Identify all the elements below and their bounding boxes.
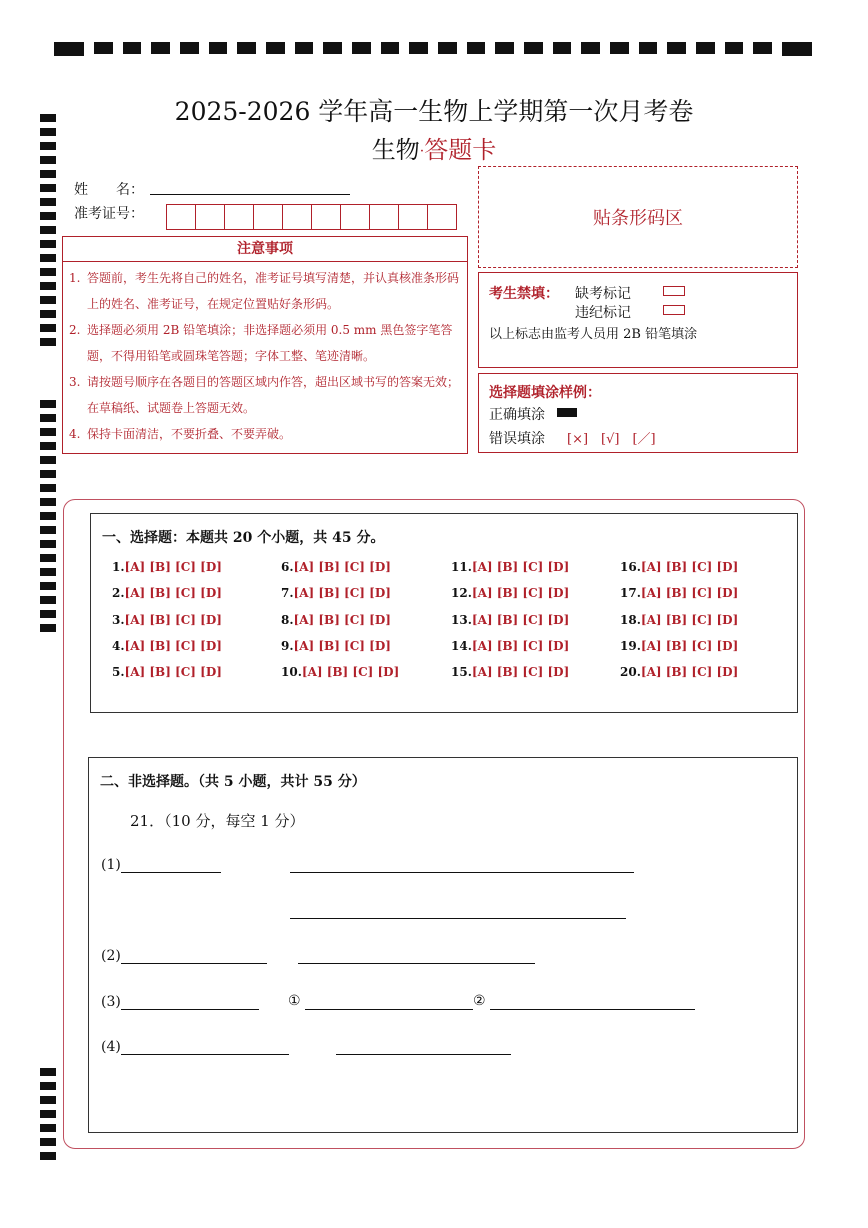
mcq-question-7[interactable]: 7.[A] [B] [C] [D] xyxy=(281,586,391,600)
circle-label-1: ① xyxy=(288,993,301,1009)
answer-line-2a[interactable] xyxy=(121,963,267,964)
answer-line-3a[interactable] xyxy=(121,1009,259,1010)
notice-item-4: 4. 保持卡面清洁，不要折叠、不要弄破。 xyxy=(69,427,292,441)
blank-label-3: (3) xyxy=(101,994,121,1010)
circle-label-2: ② xyxy=(473,993,486,1009)
wrong-fill-marks: [×] [√] [／] xyxy=(567,432,656,447)
timing-marks-top xyxy=(54,42,812,56)
ban-label: 考生禁填： xyxy=(489,286,559,302)
blank-label-4: (4) xyxy=(101,1039,121,1055)
answer-line-1c[interactable] xyxy=(290,918,626,919)
absent-mark-box[interactable] xyxy=(663,286,685,296)
answer-line-4b[interactable] xyxy=(336,1054,511,1055)
mcq-question-11[interactable]: 11.[A] [B] [C] [D] xyxy=(451,560,570,574)
mcq-question-18[interactable]: 18.[A] [B] [C] [D] xyxy=(620,613,739,627)
answer-line-3c[interactable] xyxy=(490,1009,695,1010)
question-21-title: 21．（10 分，每空 1 分） xyxy=(130,812,305,830)
mcq-question-12[interactable]: 12.[A] [B] [C] [D] xyxy=(451,586,570,600)
mcq-question-13[interactable]: 13.[A] [B] [C] [D] xyxy=(451,613,570,627)
notice-box xyxy=(62,236,468,454)
mcq-question-5[interactable]: 5.[A] [B] [C] [D] xyxy=(112,665,222,679)
subject-name: 生物 xyxy=(371,136,420,164)
mcq-question-3[interactable]: 3.[A] [B] [C] [D] xyxy=(112,613,222,627)
ban-note: 以上标志由监考人员用 2B 铅笔填涂 xyxy=(489,327,698,342)
barcode-area xyxy=(478,166,798,268)
answer-line-4a[interactable] xyxy=(121,1054,289,1055)
part2-title: 二、非选择题。（共 5 小题，共计 55 分） xyxy=(100,774,366,790)
mcq-question-20[interactable]: 20.[A] [B] [C] [D] xyxy=(620,665,739,679)
answer-line-3b[interactable] xyxy=(305,1009,473,1010)
mcq-question-17[interactable]: 17.[A] [B] [C] [D] xyxy=(620,586,739,600)
proctor-only-box xyxy=(478,272,798,368)
mcq-question-9[interactable]: 9.[A] [B] [C] [D] xyxy=(281,639,391,653)
notice-title: 注意事项 xyxy=(63,237,467,262)
blank-label-1: (1) xyxy=(101,857,121,873)
card-label: 答题卡 xyxy=(424,136,497,164)
sample-title: 选择题填涂样例： xyxy=(489,385,601,401)
answer-line-1a[interactable] xyxy=(121,872,221,873)
id-number-boxes[interactable] xyxy=(166,204,456,230)
notice-item-2: 2. 选择题必须用 2B 铅笔填涂；非选择题必须用 0.5 mm 黑色签字笔答题，不得用铅笔或圆珠笔答题；字体工整、笔迹清晰。 xyxy=(69,323,453,363)
mcq-question-4[interactable]: 4.[A] [B] [C] [D] xyxy=(112,639,222,653)
violation-mark-box[interactable] xyxy=(663,305,685,315)
notice-item-1: 1. 答题前，考生先将自己的姓名，准考证号填写清楚，并认真核准条形码上的姓名、准考证号，在规定位置贴好条形码。 xyxy=(69,271,460,311)
exam-subtitle: 生物·答题卡 xyxy=(371,136,497,164)
answer-line-1b[interactable] xyxy=(290,872,634,873)
fill-sample-box xyxy=(478,373,798,453)
mcq-question-19[interactable]: 19.[A] [B] [C] [D] xyxy=(620,639,739,653)
mcq-question-14[interactable]: 14.[A] [B] [C] [D] xyxy=(451,639,570,653)
answer-line-2b[interactable] xyxy=(298,963,535,964)
mcq-question-1[interactable]: 1.[A] [B] [C] [D] xyxy=(112,560,222,574)
correct-fill-label: 正确填涂 xyxy=(489,407,545,423)
mcq-question-15[interactable]: 15.[A] [B] [C] [D] xyxy=(451,665,570,679)
mcq-question-6[interactable]: 6.[A] [B] [C] [D] xyxy=(281,560,391,574)
timing-marks-left-mid xyxy=(40,400,56,632)
mcq-question-10[interactable]: 10.[A] [B] [C] [D] xyxy=(281,665,400,679)
notice-item-3: 3. 请按题号顺序在各题目的答题区域内作答，超出区域书写的答案无效；在草稿纸、试题卷上答题无效。 xyxy=(69,375,460,415)
barcode-label: 贴条形码区 xyxy=(593,208,683,229)
absent-label: 缺考标记 xyxy=(575,286,631,302)
timing-marks-left-bottom xyxy=(40,1068,56,1160)
wrong-fill-label: 错误填涂 xyxy=(489,431,545,447)
name-label: 姓 名： xyxy=(74,182,144,198)
exam-title: 2025-2026 学年高一生物上学期第一次月考卷 xyxy=(174,97,694,126)
name-field[interactable] xyxy=(150,178,350,195)
mcq-question-8[interactable]: 8.[A] [B] [C] [D] xyxy=(281,613,391,627)
mcq-question-2[interactable]: 2.[A] [B] [C] [D] xyxy=(112,586,222,600)
correct-fill-sample xyxy=(557,408,577,417)
mcq-title: 一、选择题：本题共 20 个小题，共 45 分。 xyxy=(102,530,385,546)
blank-label-2: (2) xyxy=(101,948,121,964)
violation-label: 违纪标记 xyxy=(575,305,631,321)
mcq-question-16[interactable]: 16.[A] [B] [C] [D] xyxy=(620,560,739,574)
id-label: 准考证号： xyxy=(74,206,144,222)
